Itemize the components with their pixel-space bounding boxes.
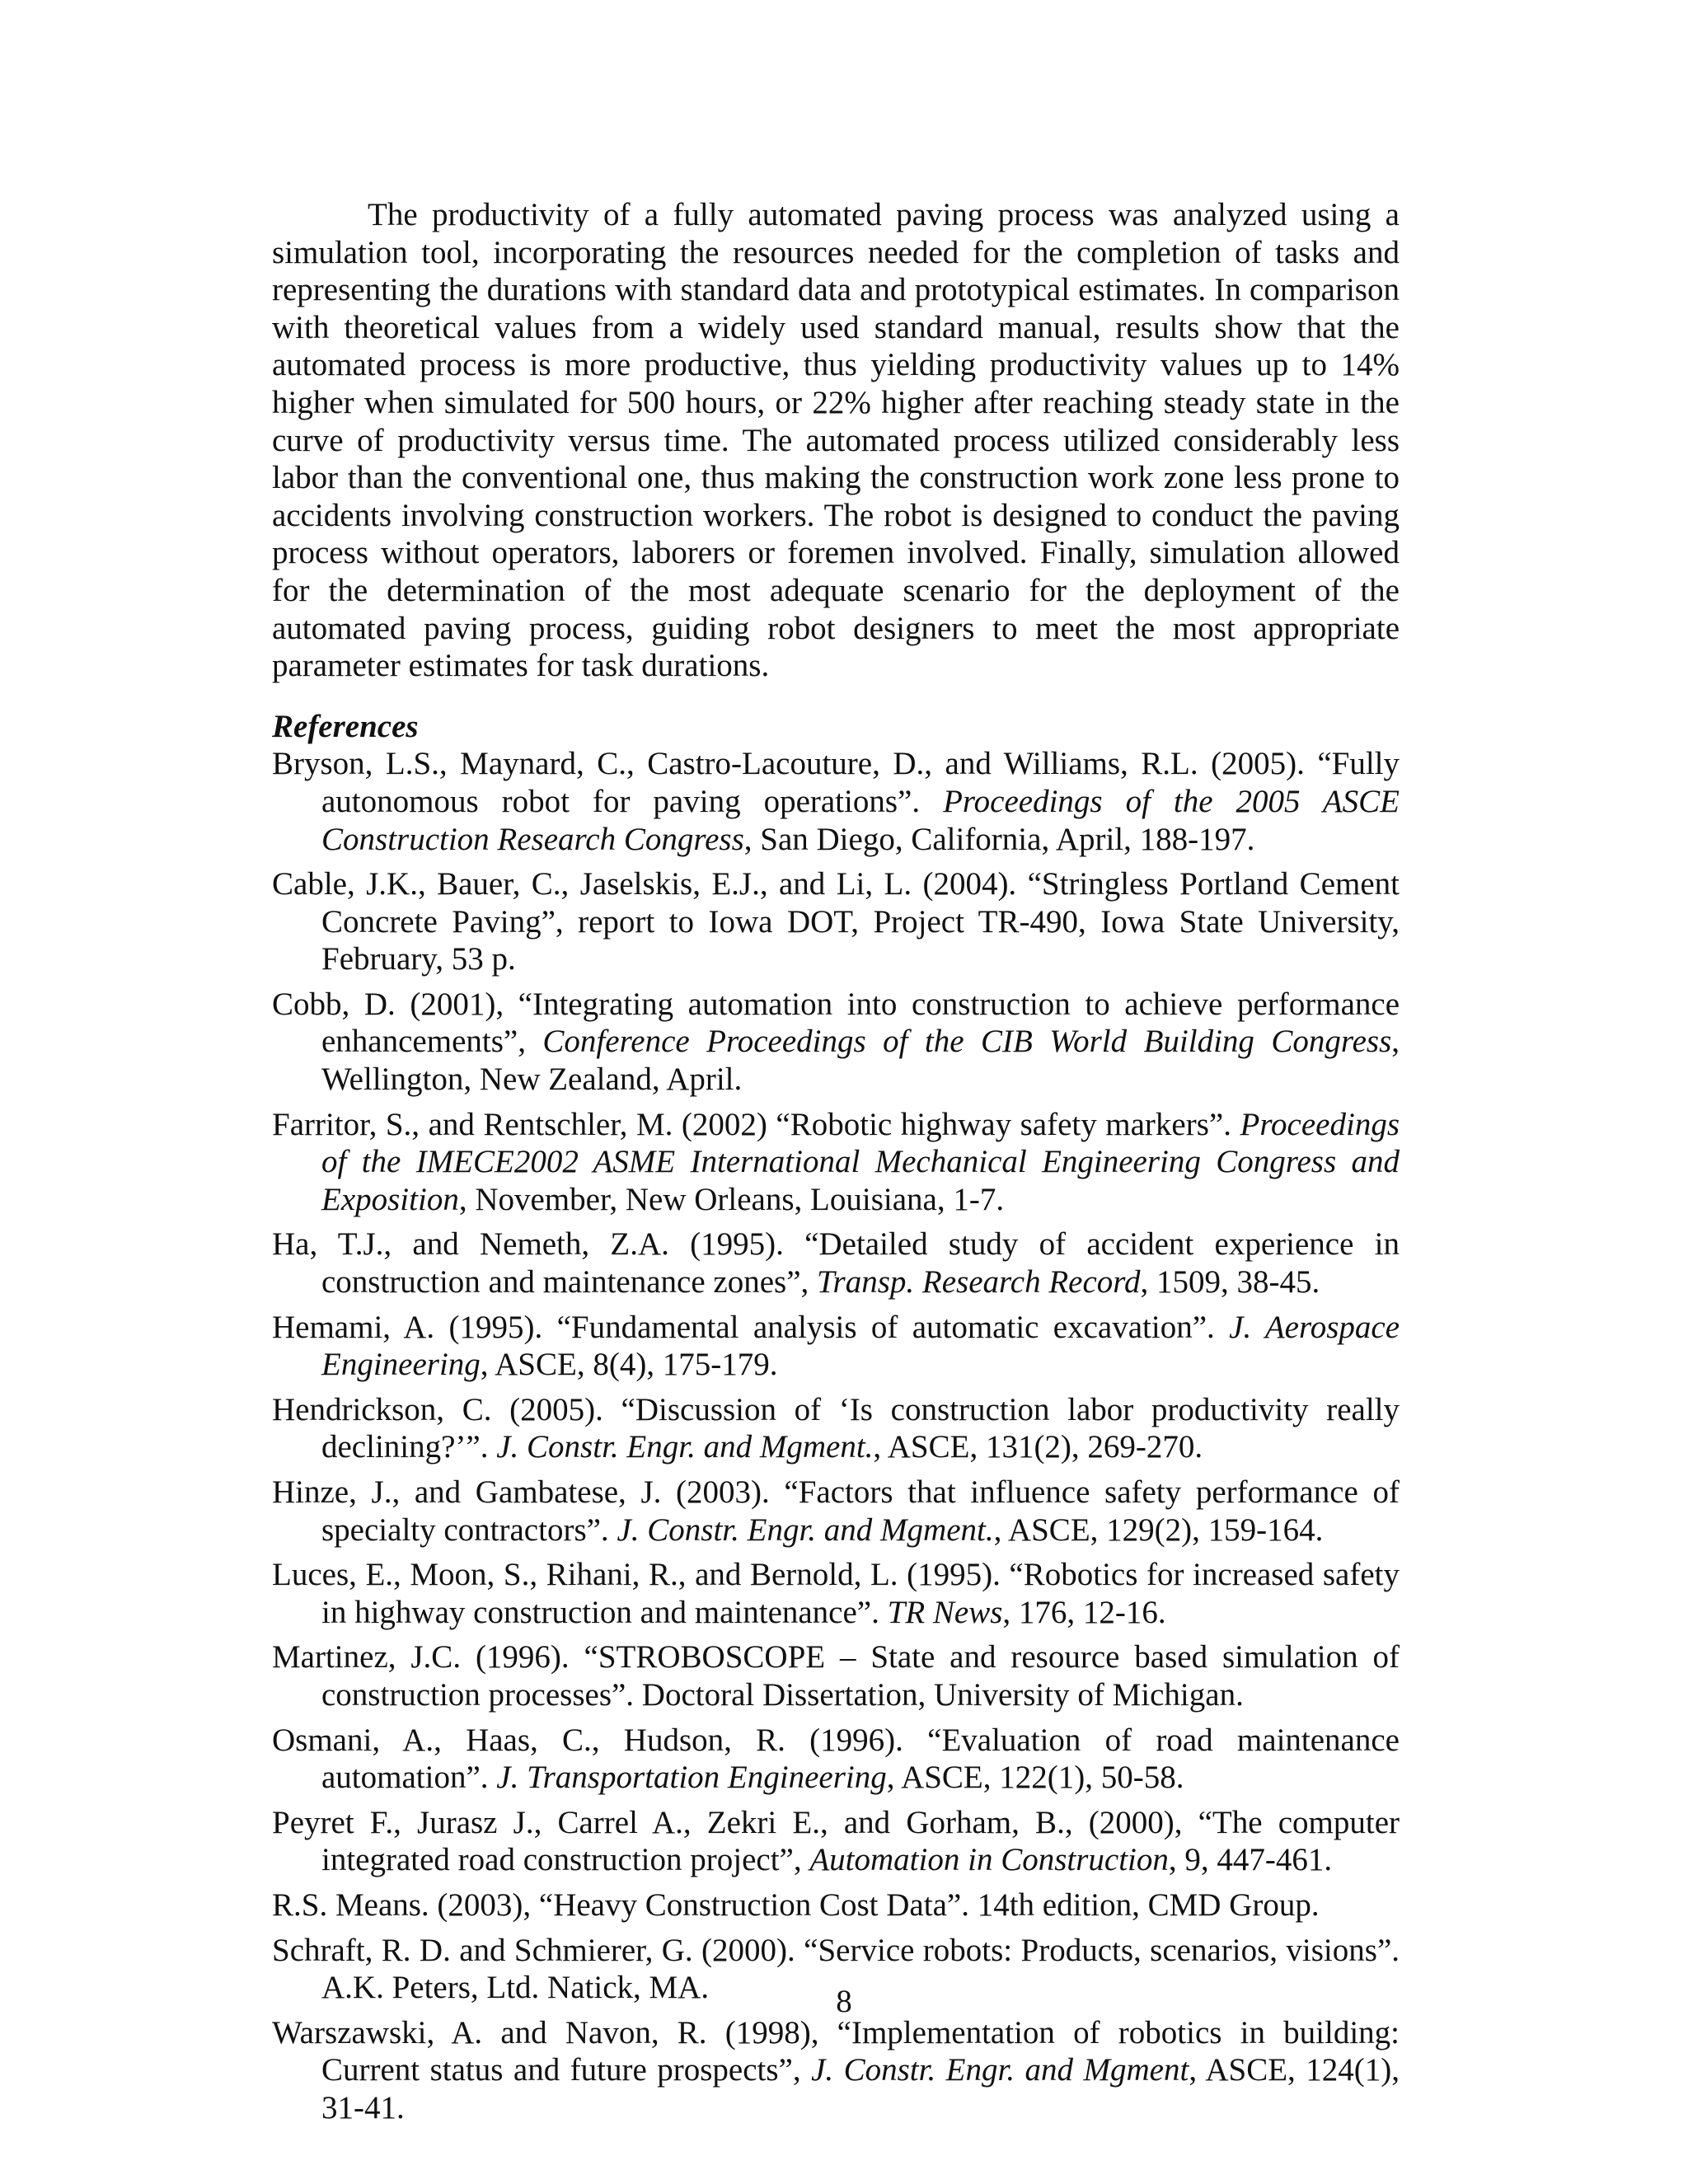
- reference-entry: Warszawski, A. and Navon, R. (1998), “Implementation of robotics in building: Current status and future prospects”, J. Constr. Engr. and Mgment, ASCE, 124(1), 31-41.: [272, 2014, 1400, 2125]
- reference-entry: Martinez, J.C. (1996). “STROBOSCOPE – State and resource based simulation of construction processes”. Doctoral Dissertation, University of Michigan.: [272, 1639, 1400, 1713]
- reference-entry: Schraft, R. D. and Schmierer, G. (2000). “Service robots: Products, scenarios, visions”. A.K. Peters, Ltd. Natick, MA.: [272, 1932, 1400, 2006]
- conclusion-paragraph: The productivity of a fully automated paving process was analyzed using a simulation tool, incorporating the resources needed for the completion of tasks and representing the durations with standard data and prototypical estimates. In comparison with theoretical values from a widely used standard manual, results show that the automated process is more productive, thus yielding productivity values up to 14% higher when simulated for 500 hours, or 22% higher after reaching steady state in the curve of productivity versus time. The automated process utilized considerably less labor than the conventional one, thus making the construction work zone less prone to accidents involving construction workers. The robot is designed to conduct the paving process without operators, laborers or foremen involved. Finally, simulation allowed for the determination of the most adequate scenario for the deployment of the automated paving process, guiding robot designers to meet the most appropriate parameter estimates for task durations.: [272, 197, 1400, 684]
- reference-entry: Ha, T.J., and Nemeth, Z.A. (1995). “Detailed study of accident experience in construction and maintenance zones”, Transp. Research Record, 1509, 38-45.: [272, 1226, 1400, 1301]
- reference-entry: Osmani, A., Haas, C., Hudson, R. (1996). “Evaluation of road maintenance automation”. J. Transportation Engineering, ASCE, 122(1), 50-58.: [272, 1722, 1400, 1796]
- reference-entry: Farritor, S., and Rentschler, M. (2002) “Robotic highway safety markers”. Proceedings of the IMECE2002 ASME International Mechanical Engineering Congress and Exposition, November, New Orleans, Louisiana, 1-7.: [272, 1106, 1400, 1217]
- reference-entry: Cable, J.K., Bauer, C., Jaselskis, E.J., and Li, L. (2004). “Stringless Portland Cement Concrete Paving”, report to Iowa DOT, Project TR-490, Iowa State University, February, 53 p.: [272, 866, 1400, 977]
- reference-entry: Luces, E., Moon, S., Rihani, R., and Bernold, L. (1995). “Robotics for increased safety in highway construction and maintenance”. TR News, 176, 12-16.: [272, 1557, 1400, 1630]
- reference-entry: Hinze, J., and Gambatese, J. (2003). “Factors that influence safety performance of specialty contractors”. J. Constr. Engr. and Mgment., ASCE, 129(2), 159-164.: [272, 1474, 1400, 1548]
- page-content: [272, 196, 1400, 2135]
- reference-entry: Cobb, D. (2001), “Integrating automation into construction to achieve performance enhancements”, Conference Proceedings of the CIB World Building Congress, Wellington, New Zealand, April.: [272, 986, 1400, 1098]
- reference-entry: Bryson, L.S., Maynard, C., Castro-Lacouture, D., and Williams, R.L. (2005). “Fully autonomous robot for paving operations”. Proceedings of the 2005 ASCE Construction Research Congress, San Diego, California, April, 188-197.: [272, 746, 1400, 857]
- reference-entry: R.S. Means. (2003), “Heavy Construction Cost Data”. 14th edition, CMD Group.: [272, 1886, 1320, 1923]
- reference-entry: Hendrickson, C. (2005). “Discussion of ‘Is construction labor productivity really declining?’”. J. Constr. Engr. and Mgment., ASCE, 131(2), 269-270.: [272, 1391, 1400, 1465]
- reference-entry: Hemami, A. (1995). “Fundamental analysis of automatic excavation”. J. Aerospace Engineering, ASCE, 8(4), 175-179.: [272, 1309, 1400, 1383]
- references-list: [272, 745, 1400, 2126]
- page-number: 8: [836, 1984, 852, 2019]
- references-heading: References: [272, 708, 419, 744]
- reference-entry: Peyret F., Jurasz J., Carrel A., Zekri E., and Gorham, B., (2000), “The computer integrated road construction project”, Automation in Construction, 9, 447-461.: [272, 1804, 1400, 1878]
